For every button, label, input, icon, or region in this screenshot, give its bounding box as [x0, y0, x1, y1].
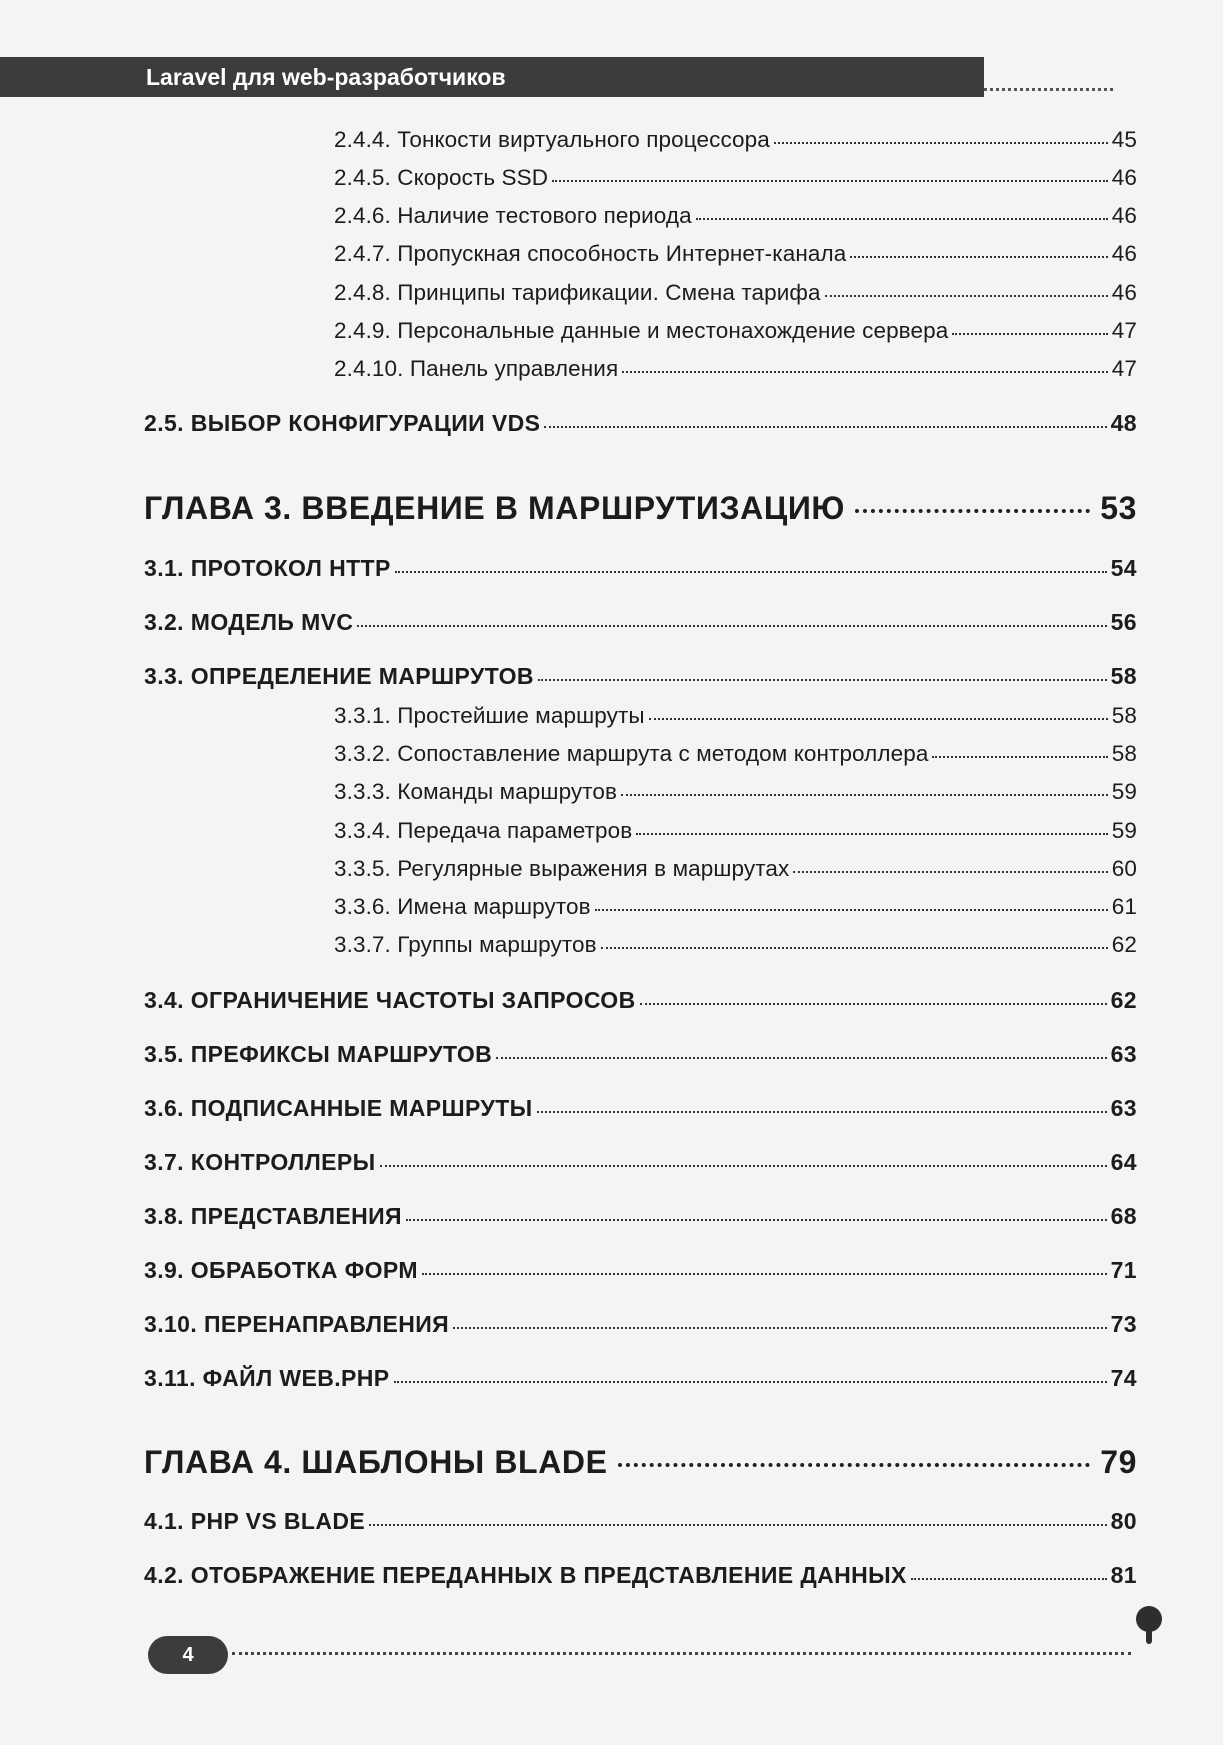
- toc-entry-2-4-8[interactable]: [334, 280, 1137, 306]
- toc-entry-page: 56: [1110, 609, 1137, 635]
- toc-entry-page: 48: [1110, 410, 1137, 436]
- toc-entry-label: 3.3.6. Имена маршрутов: [334, 894, 591, 919]
- toc-entry-page: 63: [1110, 1095, 1137, 1121]
- toc-entry-2-4-6[interactable]: [334, 203, 1137, 229]
- toc-entry-label: 4.1. PHP VS BLADE: [144, 1508, 366, 1534]
- toc-entry-3-1[interactable]: [144, 555, 1137, 582]
- toc-entry-2-4-9[interactable]: [334, 318, 1137, 344]
- leader-dots: [774, 142, 1108, 144]
- toc-entry-label: 3.1. ПРОТОКОЛ HTTP: [144, 555, 391, 581]
- toc-entry-page: 46: [1111, 203, 1137, 228]
- leader-dots: [618, 1463, 1091, 1467]
- leader-dots: [369, 1524, 1106, 1526]
- leader-dots: [537, 1111, 1107, 1113]
- leader-dots: [453, 1327, 1107, 1329]
- toc-entry-page: 74: [1110, 1365, 1137, 1391]
- leader-dots: [544, 426, 1106, 428]
- toc-entry-label: 4.2. ОТОБРАЖЕНИЕ ПЕРЕДАННЫХ В ПРЕДСТАВЛЕНИЕ ДАННЫХ: [144, 1562, 907, 1588]
- toc-entry-4-2[interactable]: [144, 1562, 1137, 1589]
- toc-entry-page: 45: [1111, 127, 1137, 152]
- toc-entry-label: 3.3.1. Простейшие маршруты: [334, 703, 645, 728]
- leader-dots: [649, 718, 1108, 720]
- toc-entry-3-3-1[interactable]: [334, 703, 1137, 729]
- leader-dots: [395, 571, 1107, 573]
- leader-dots: [793, 871, 1107, 873]
- toc-entry-page: 47: [1111, 318, 1137, 343]
- toc-entry-label: 2.5. ВЫБОР КОНФИГУРАЦИИ VDS: [144, 410, 541, 436]
- toc-entry-label: 3.3.4. Передача параметров: [334, 818, 633, 843]
- toc-entry-label: 3.3.5. Регулярные выражения в маршрутах: [334, 856, 790, 881]
- leader-dots: [357, 625, 1106, 627]
- footer-ornament-tail: [1146, 1630, 1152, 1644]
- toc-entry-label: 3.3.2. Сопоставление маршрута с методом контроллера: [334, 741, 929, 766]
- toc-entry-page: 68: [1110, 1203, 1137, 1229]
- toc-entry-page: 62: [1110, 987, 1137, 1013]
- leader-dots: [394, 1381, 1107, 1383]
- leader-dots: [952, 333, 1107, 335]
- toc-entry-label: 3.7. КОНТРОЛЛЕРЫ: [144, 1149, 376, 1175]
- leader-dots: [422, 1273, 1107, 1275]
- toc-entry-3-11[interactable]: [144, 1365, 1137, 1392]
- leader-dots: [380, 1165, 1107, 1167]
- toc-entry-label: 3.8. ПРЕДСТАВЛЕНИЯ: [144, 1203, 402, 1229]
- chapter-page: 79: [1100, 1444, 1137, 1480]
- toc-entry-3-8[interactable]: [144, 1203, 1137, 1230]
- toc-chapter-4[interactable]: [144, 1444, 1137, 1481]
- toc-entry-page: 54: [1110, 555, 1137, 581]
- toc-entry-3-4[interactable]: [144, 987, 1137, 1014]
- toc-entry-3-2[interactable]: [144, 609, 1137, 636]
- leader-dots: [538, 679, 1107, 681]
- leader-dots: [696, 218, 1108, 220]
- leader-dots: [825, 295, 1108, 297]
- toc-entry-2-4-7[interactable]: [334, 241, 1137, 267]
- toc-entry-label: 3.9. ОБРАБОТКА ФОРМ: [144, 1257, 418, 1283]
- toc-entry-label: 2.4.7. Пропускная способность Интернет-канала: [334, 241, 847, 266]
- toc-entry-4-1[interactable]: [144, 1508, 1137, 1535]
- toc-entry-label: 2.4.8. Принципы тарификации. Смена тарифа: [334, 280, 821, 305]
- toc-entry-page: 58: [1110, 663, 1137, 689]
- toc-entry-label: 3.10. ПЕРЕНАПРАВЛЕНИЯ: [144, 1311, 450, 1337]
- toc-entry-page: 63: [1110, 1041, 1137, 1067]
- toc-entry-page: 64: [1110, 1149, 1137, 1175]
- toc-entry-page: 59: [1111, 779, 1137, 804]
- leader-dots: [622, 371, 1108, 373]
- toc-entry-page: 46: [1111, 280, 1137, 305]
- toc-entry-page: 47: [1111, 356, 1137, 381]
- footer-ornament: [1136, 1606, 1162, 1632]
- toc-entry-page: 58: [1111, 741, 1137, 766]
- toc-entry-3-7[interactable]: [144, 1149, 1137, 1176]
- toc-entry-label: 2.4.5. Скорость SSD: [334, 165, 549, 190]
- toc-entry-label: 3.3.3. Команды маршрутов: [334, 779, 618, 804]
- toc-entry-2-4-10[interactable]: [334, 356, 1137, 382]
- leader-dots: [932, 756, 1107, 758]
- toc-entry-3-3-3[interactable]: [334, 779, 1137, 805]
- toc-entry-label: 3.3. ОПРЕДЕЛЕНИЕ МАРШРУТОВ: [144, 663, 534, 689]
- toc-entry-page: 46: [1111, 241, 1137, 266]
- toc-entry-label: 2.4.4. Тонкости виртуального процессора: [334, 127, 770, 152]
- toc-entry-page: 62: [1111, 932, 1137, 957]
- toc-entry-page: 81: [1110, 1562, 1137, 1588]
- leader-dots: [406, 1219, 1107, 1221]
- toc-entry-3-3-5[interactable]: [334, 856, 1137, 882]
- toc-entry-3-3[interactable]: [144, 663, 1137, 690]
- toc-entry-page: 73: [1110, 1311, 1137, 1337]
- header-dotted-rule: [984, 88, 1113, 91]
- toc-entry-page: 46: [1111, 165, 1137, 190]
- leader-dots: [496, 1057, 1106, 1059]
- toc-entry-label: 3.3.7. Группы маршрутов: [334, 932, 597, 957]
- leader-dots: [552, 180, 1108, 182]
- footer-dotted-rule: [232, 1652, 1131, 1655]
- chapter-page: 53: [1100, 490, 1137, 526]
- leader-dots: [911, 1578, 1107, 1580]
- toc-entry-label: 3.6. ПОДПИСАННЫЕ МАРШРУТЫ: [144, 1095, 533, 1121]
- toc-entry-label: 3.11. ФАЙЛ WEB.PHP: [144, 1365, 390, 1391]
- toc-entry-3-6[interactable]: [144, 1095, 1137, 1122]
- toc-entry-3-3-2[interactable]: [334, 741, 1137, 767]
- toc-entry-3-5[interactable]: [144, 1041, 1137, 1068]
- toc-entry-page: 80: [1110, 1508, 1137, 1534]
- leader-dots: [855, 509, 1090, 513]
- leader-dots: [850, 256, 1107, 258]
- toc-chapter-3[interactable]: [144, 490, 1137, 527]
- toc-entry-3-9[interactable]: [144, 1257, 1137, 1284]
- leader-dots: [595, 909, 1108, 911]
- toc-entry-3-3-7[interactable]: [334, 932, 1137, 958]
- leader-dots: [601, 947, 1108, 949]
- toc-entry-2-4-5[interactable]: [334, 165, 1137, 191]
- page-number-badge: 4: [148, 1636, 228, 1674]
- toc-entry-label: 3.4. ОГРАНИЧЕНИЕ ЧАСТОТЫ ЗАПРОСОВ: [144, 987, 636, 1013]
- leader-dots: [640, 1003, 1107, 1005]
- toc-entry-3-10[interactable]: [144, 1311, 1137, 1338]
- toc-entry-label: 2.4.6. Наличие тестового периода: [334, 203, 692, 228]
- toc-entry-page: 58: [1111, 703, 1137, 728]
- toc-entry-3-3-4[interactable]: [334, 818, 1137, 844]
- chapter-title: ГЛАВА 3. ВВЕДЕНИЕ В МАРШРУТИЗАЦИЮ: [144, 490, 846, 526]
- toc-entry-label: 2.4.10. Панель управления: [334, 356, 619, 381]
- toc-entry-label: 3.2. МОДЕЛЬ MVC: [144, 609, 354, 635]
- toc-entry-page: 61: [1111, 894, 1137, 919]
- leader-dots: [636, 833, 1108, 835]
- toc-entry-label: 2.4.9. Персональные данные и местонахождение сервера: [334, 318, 949, 343]
- toc-entry-page: 59: [1111, 818, 1137, 843]
- chapter-title: ГЛАВА 4. ШАБЛОНЫ BLADE: [144, 1444, 608, 1480]
- leader-dots: [621, 794, 1108, 796]
- toc-entry-2-4-4[interactable]: [334, 127, 1137, 153]
- toc-entry-2-5[interactable]: [144, 410, 1137, 437]
- toc-entry-label: 3.5. ПРЕФИКСЫ МАРШРУТОВ: [144, 1041, 493, 1067]
- toc-entry-3-3-6[interactable]: [334, 894, 1137, 920]
- running-header-title: Laravel для web-разработчиков: [146, 64, 506, 90]
- toc-entry-page: 60: [1111, 856, 1137, 881]
- toc-entry-page: 71: [1110, 1257, 1137, 1283]
